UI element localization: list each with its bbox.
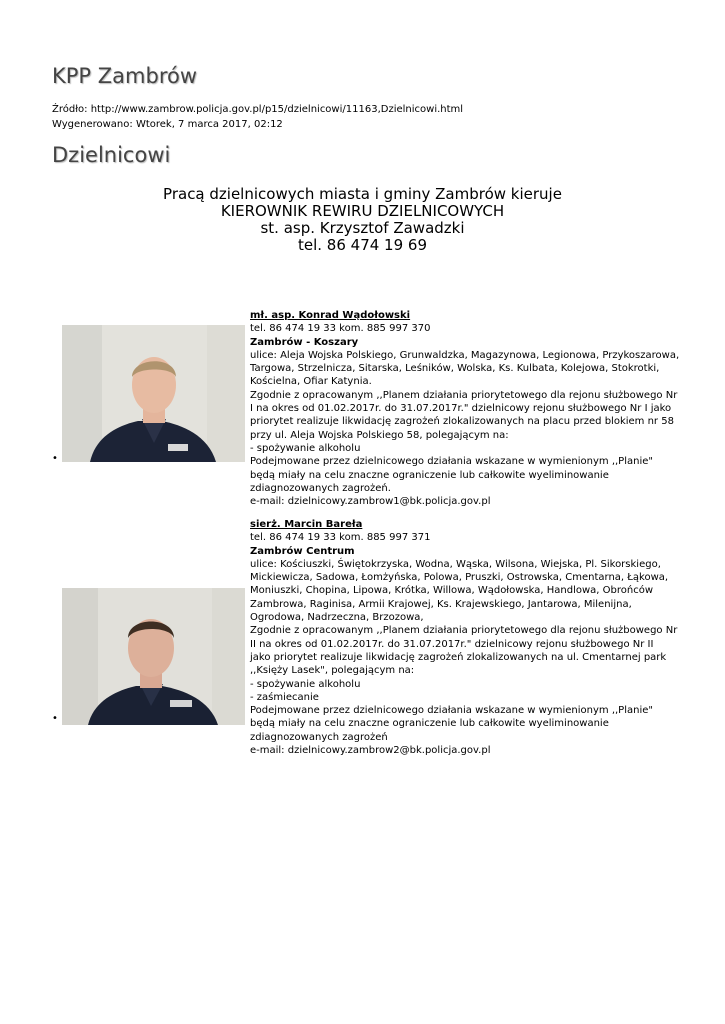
officer-text-line: będą miały na celu znaczne ograniczenie lub całkowite wyeliminowanie bbox=[250, 469, 609, 481]
officer-area: Zambrów - Koszary bbox=[250, 336, 359, 348]
list-bullet: • bbox=[52, 453, 58, 464]
page-title: Dzielnicowi bbox=[52, 143, 171, 167]
officer-text-line: priorytet realizuje likwidację zagrożeń zlokalizowanych na placu przed blokiem nr 58 bbox=[250, 416, 674, 428]
officer-name: mł. asp. Konrad Wądołowski bbox=[250, 310, 411, 321]
generated-date-line: Wygenerowano: Wtorek, 7 marca 2017, 02:12 bbox=[52, 119, 283, 130]
officer-photo-1 bbox=[62, 325, 245, 462]
intro-block bbox=[0, 186, 725, 254]
officer-text-line: przy ul. Aleja Wojska Polskiego 58, polegającym na: bbox=[250, 429, 509, 441]
list-bullet: • bbox=[52, 713, 58, 724]
officer-name: sierż. Marcin Bareła bbox=[250, 519, 363, 530]
officer-phone: tel. 86 474 19 33 kom. 885 997 371 bbox=[250, 532, 431, 544]
officer-text-line: Podejmowane przez dzielnicowego działania wskazane w wymienionym ,,Planie" bbox=[250, 456, 653, 468]
officer-area: Zambrów Centrum bbox=[250, 545, 355, 557]
officer-text-line: ulice: Aleja Wojska Polskiego, Grunwaldzka, Magazynowa, Legionowa, Przykoszarowa, bbox=[250, 349, 680, 361]
site-title: KPP Zambrów bbox=[52, 64, 198, 88]
officer-text-line: Ogrodowa, Nadrzeczna, Brzozowa, bbox=[250, 612, 424, 624]
officer-text-line: - zaśmiecanie bbox=[250, 691, 319, 703]
officer-phone: tel. 86 474 19 33 kom. 885 997 370 bbox=[250, 323, 431, 335]
officer-details-1 bbox=[250, 309, 690, 508]
officer-email: e-mail: dzielnicowy.zambrow1@bk.policja.gov.pl bbox=[250, 496, 491, 508]
officer-text-line: Kościelna, Ofiar Katynia. bbox=[250, 376, 372, 388]
officer-text-line: I na okres od 01.02.2017r. do 31.07.2017r." dzielnicowy rejonu służbowego Nr I jako bbox=[250, 403, 672, 415]
officer-text-line: Mickiewicza, Sadowa, Łomżyńska, Polowa, Pruszki, Ostrowska, Cmentarna, Łąkowa, bbox=[250, 572, 669, 584]
intro-line-3: st. asp. Krzysztof Zawadzki bbox=[260, 219, 465, 237]
officer-text-line: ,,Księży Lasek", polegającym na: bbox=[250, 665, 415, 677]
officer-text-line: zdiagnozowanych zagrożeń bbox=[250, 731, 388, 743]
officer-text-line: Zgodnie z opracowanym ,,Planem działania priorytetowego dla rejonu służbowego Nr bbox=[250, 389, 678, 401]
intro-line-4: tel. 86 474 19 69 bbox=[297, 236, 427, 254]
officer-email: e-mail: dzielnicowy.zambrow2@bk.policja.gov.pl bbox=[250, 745, 491, 757]
officer-text-line: II na okres od 01.02.2017r. do 31.07.2017r." dzielnicowy rejonu służbowego Nr II bbox=[250, 638, 654, 650]
intro-line-1: Pracą dzielnicowych miasta i gminy Zambrów kieruje bbox=[163, 185, 562, 203]
officer-text-line: Podejmowane przez dzielnicowego działania wskazane w wymienionym ,,Planie" bbox=[250, 705, 653, 717]
officer-text-line: Targowa, Strzelnicza, Sitarska, Leśników, Wolska, Ks. Kulbata, Kolejowa, Stokrotki, bbox=[250, 363, 660, 375]
officer-text-line: ulice: Kościuszki, Świętokrzyska, Wodna, Wąska, Wilsona, Wiejska, Pl. Sikorskiego, bbox=[250, 558, 661, 570]
officer-text-line: Moniuszki, Chopina, Lipowa, Krótka, Willowa, Wądołowska, Handlowa, Obrońców bbox=[250, 585, 654, 597]
officer-photo-2 bbox=[62, 588, 245, 725]
officer-text-line: - spożywanie alkoholu bbox=[250, 442, 361, 454]
officer-text-line: zdiagnozowanych zagrożeń. bbox=[250, 482, 391, 494]
officer-text-line: Zambrowa, Raginisa, Armii Krajowej, Ks. Krajewskiego, Jantarowa, Milenijna, bbox=[250, 598, 632, 610]
officer-text-line: - spożywanie alkoholu bbox=[250, 678, 361, 690]
officer-details-2 bbox=[250, 518, 690, 757]
intro-line-2: KIEROWNIK REWIRU DZIELNICOWYCH bbox=[220, 202, 505, 220]
source-url-line: Źródło: http://www.zambrow.policja.gov.pl/p15/dzielnicowi/11163,Dzielnicowi.html bbox=[52, 104, 464, 115]
officer-text-line: będą miały na celu znaczne ograniczenie lub całkowite wyeliminowanie bbox=[250, 718, 609, 730]
officer-text-line: Zgodnie z opracowanym ,,Planem działania priorytetowego dla rejonu służbowego Nr bbox=[250, 625, 678, 637]
officer-text-line: jako priorytet realizuje likwidację zagrożeń zlokalizowanych na ul. Cmentarnej park bbox=[250, 651, 667, 663]
